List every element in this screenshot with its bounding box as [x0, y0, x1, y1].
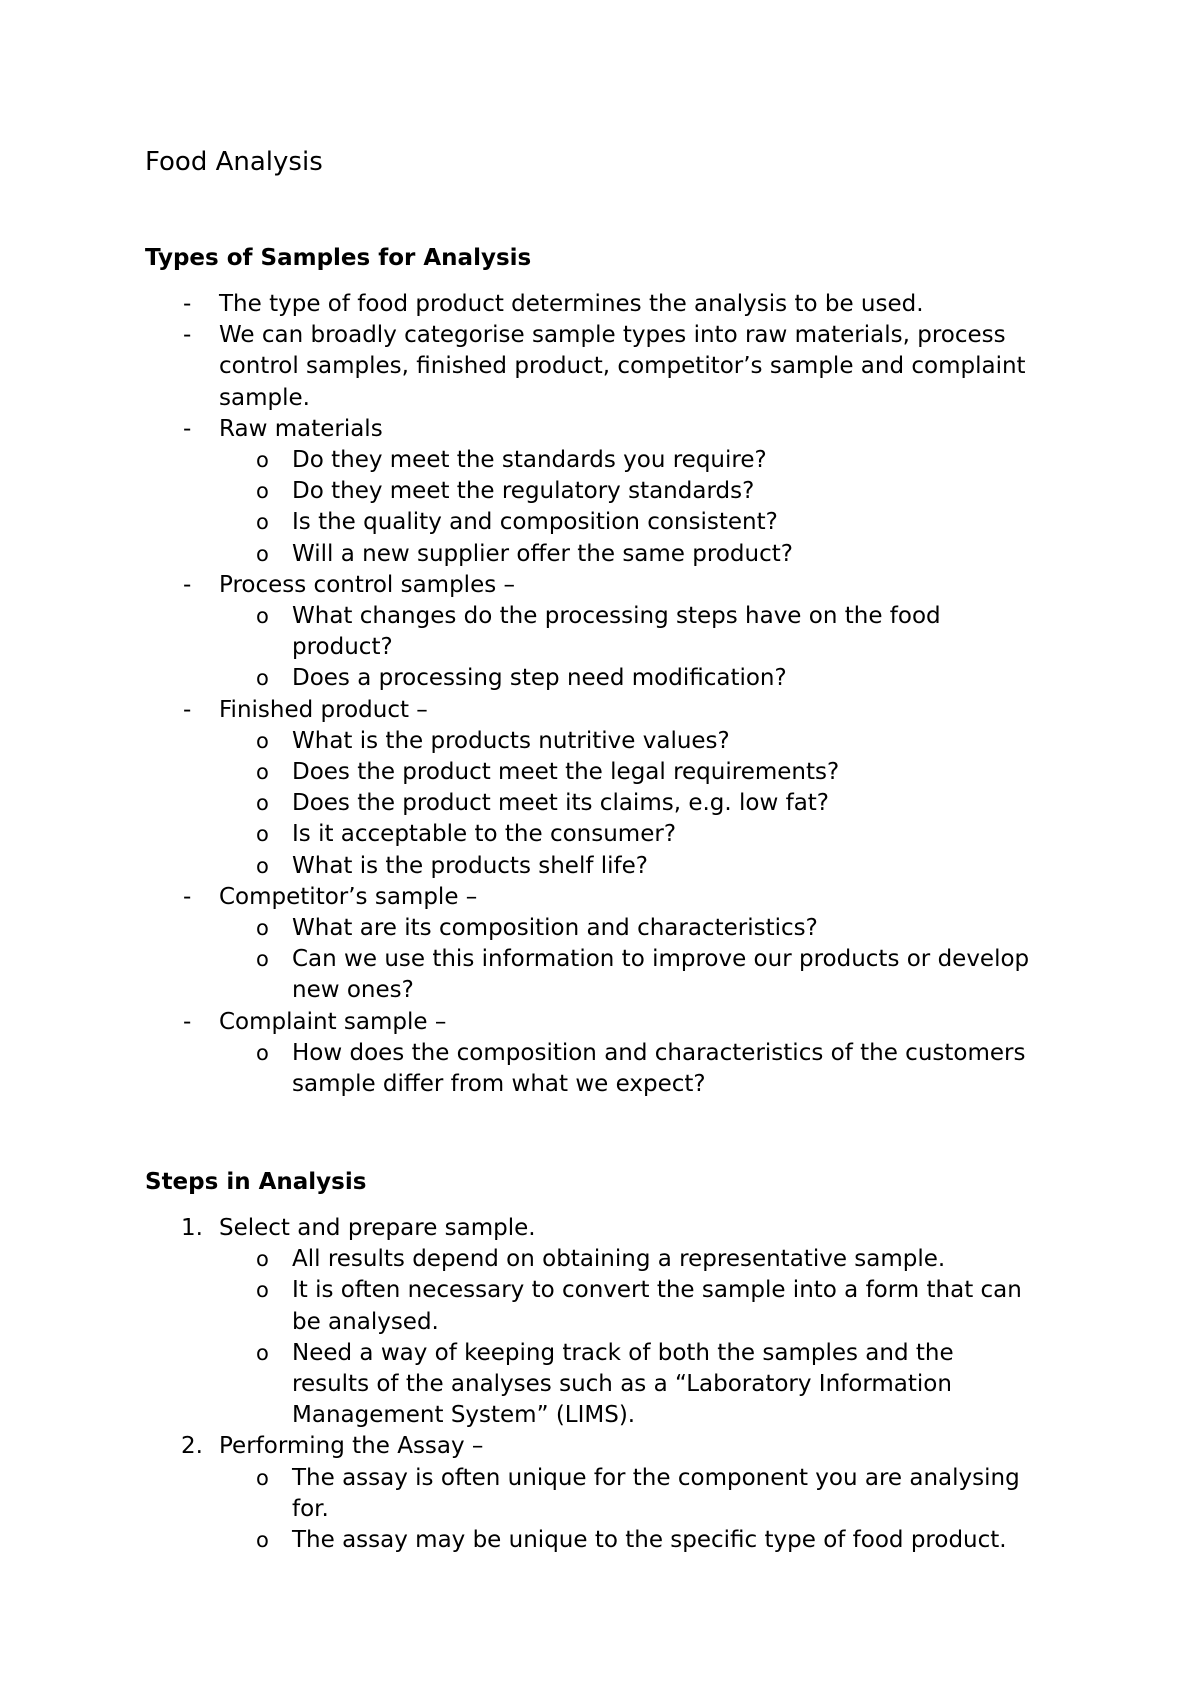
circle-bullet-icon: o [256, 479, 269, 504]
bullet-list-item [0, 414, 1079, 445]
list-item-text: Raw materials [219, 415, 383, 442]
sub-bullet-list-item [0, 601, 1032, 663]
bullet-list-item [0, 289, 1079, 320]
list-item-text: Performing the Assay – [219, 1433, 484, 1460]
bullet-list-sample-types [0, 289, 1200, 1100]
list-item-text: How does the composition and characteristics of the customers sample differ from what we expect? [292, 1039, 1026, 1098]
dash-bullet-icon: - [183, 322, 192, 349]
circle-bullet-icon: o [256, 760, 269, 785]
list-item-text: It is often necessary to convert the sample into a form that can be analysed. [292, 1277, 1022, 1335]
list-item-text: All results depend on obtaining a representative sample. [292, 1246, 946, 1273]
list-item-text: Does the product meet its claims, e.g. low fat? [292, 790, 830, 817]
list-item-text: Select and prepare sample. [219, 1215, 536, 1241]
list-number: 1. [181, 1215, 203, 1241]
sub-bullet-list-item [0, 1525, 1032, 1556]
list-item-text: Does the product meet the legal requirements? [292, 759, 840, 786]
list-item-text: Competitor’s sample – [219, 883, 478, 910]
section-heading-steps-in-analysis: Steps in Analysis [145, 1169, 367, 1195]
circle-bullet-icon: o [256, 822, 269, 847]
list-item-text: Is the quality and composition consistent? [292, 509, 778, 536]
list-number: 2. [181, 1433, 203, 1460]
sub-bullet-list-item [0, 445, 1032, 476]
list-item-text: Process control samples – [219, 571, 516, 598]
list-item-text: The type of food product determines the analysis to be used. [219, 291, 924, 317]
numbered-list-analysis-steps [0, 1213, 1200, 1556]
sub-bullet-list-item [0, 944, 1032, 1006]
circle-bullet-icon: o [256, 791, 269, 816]
circle-bullet-icon: o [256, 604, 269, 629]
dash-bullet-icon: - [183, 1008, 192, 1035]
circle-bullet-icon: o [256, 1040, 269, 1065]
circle-bullet-icon: o [256, 728, 269, 753]
list-item-text: What are its composition and characteristics? [292, 915, 818, 942]
sub-bullet-list-item [0, 507, 1032, 538]
dash-bullet-icon: - [183, 415, 192, 442]
sub-bullet-list-item [0, 851, 1032, 882]
list-item-text: Does a processing step need modification? [292, 665, 787, 692]
dash-bullet-icon: - [183, 291, 192, 317]
dash-bullet-icon: - [183, 571, 192, 598]
list-item-text: Is it acceptable to the consumer? [292, 821, 677, 848]
list-item-text: Do they meet the regulatory standards? [292, 478, 755, 505]
dash-bullet-icon: - [183, 696, 192, 723]
sub-bullet-list-item [0, 1338, 1032, 1432]
bullet-list-item [0, 320, 1079, 414]
list-item-text: The assay may be unique to the specific type of food product. [292, 1527, 1007, 1554]
numbered-list-item [0, 1431, 1079, 1462]
document-title: Food Analysis [145, 147, 323, 177]
circle-bullet-icon: o [256, 947, 269, 972]
list-item-text: Complaint sample – [219, 1008, 447, 1035]
circle-bullet-icon: o [256, 1340, 269, 1365]
bullet-list-item [0, 882, 1079, 913]
bullet-list-item [0, 570, 1079, 601]
section-heading-types-of-samples: Types of Samples for Analysis [145, 245, 532, 271]
list-item-text: Need a way of keeping track of both the samples and the results of the analyses such as a “Laboratory Information Management System” (LIMS). [292, 1339, 954, 1429]
sub-bullet-list-item [0, 1244, 1032, 1275]
circle-bullet-icon: o [256, 541, 269, 566]
sub-bullet-list-item [0, 539, 1032, 570]
sub-bullet-list-item [0, 788, 1032, 819]
circle-bullet-icon: o [256, 1528, 269, 1553]
sub-bullet-list-item [0, 1275, 1032, 1337]
numbered-list-item [0, 1213, 1079, 1244]
circle-bullet-icon: o [256, 510, 269, 535]
dash-bullet-icon: - [183, 883, 192, 910]
circle-bullet-icon: o [256, 916, 269, 941]
list-item-text: Can we use this information to improve our products or develop new ones? [292, 946, 1030, 1004]
sub-bullet-list-item [0, 757, 1032, 788]
list-item-text: Do they meet the standards you require? [292, 447, 767, 474]
circle-bullet-icon: o [256, 1278, 269, 1303]
circle-bullet-icon: o [256, 666, 269, 691]
sub-bullet-list-item [0, 1463, 1032, 1525]
list-item-text: Finished product – [219, 696, 428, 723]
circle-bullet-icon: o [256, 1465, 269, 1490]
circle-bullet-icon: o [256, 1247, 269, 1272]
sub-bullet-list-item [0, 1038, 1032, 1100]
sub-bullet-list-item [0, 913, 1032, 944]
list-item-text: We can broadly categorise sample types into raw materials, process control samples, finished product, competitor’s sample and complaint sample. [219, 322, 1026, 411]
sub-bullet-list-item [0, 476, 1032, 507]
bullet-list-item [0, 695, 1079, 726]
circle-bullet-icon: o [256, 853, 269, 878]
list-item-text: The assay is often unique for the component you are analysing for. [292, 1464, 1020, 1522]
list-item-text: What changes do the processing steps have on the food product? [292, 603, 941, 661]
bullet-list-item [0, 1007, 1079, 1038]
sub-bullet-list-item [0, 726, 1032, 757]
circle-bullet-icon: o [256, 448, 269, 473]
sub-bullet-list-item [0, 819, 1032, 850]
list-item-text: What is the products shelf life? [292, 852, 648, 879]
list-item-text: Will a new supplier offer the same product? [292, 540, 793, 567]
sub-bullet-list-item [0, 663, 1032, 694]
list-item-text: What is the products nutritive values? [292, 727, 730, 754]
